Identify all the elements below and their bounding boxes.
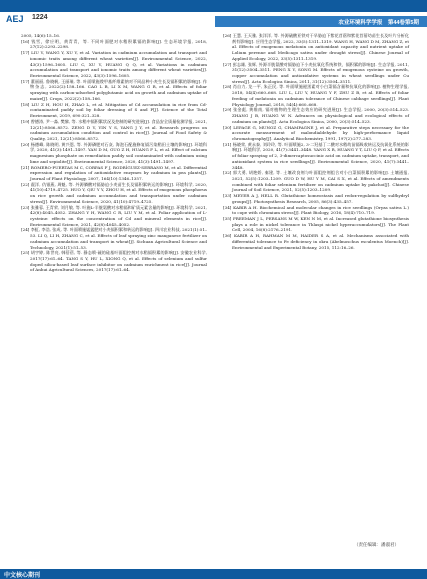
reference-entry: [36] KABIR A H, RAHMAN M M, HAIDER S A, et al. Mechanisms associated with differential tolerance to Fe deficiency in okra (Abelmoschus esculentus Moench)[J]. Environmental and Experimental Botany, 2015, 112:16–26. <box>223 233 409 250</box>
reference-entry: [32] 郭大勇, 胡艳娇, 秦建, 等. 土壤改良剂与叶面阻控剂组合对小白菜镉积累的影响[J]. 土壤通报, 2021, 52(5):1203–1209. GUO D W, HU Y M, CAI S X, et al. Effects of amendments combined with foliar selenium fertilizer on cadmium uptake by pakchoi[J]. Chinese Journal of Soil Science, 2021, 52(5):1203–1209. <box>223 170 409 193</box>
reference-entry: [26] 王慧, 王天雅, 张洋洋, 等. 外源硫酸亚铁对干旱胁迫下紫花苜蓿和紫花苜蓿幼苗生长及叶片分析化剂有影响[J]. 应用生态学报, 2022, 33(5):1311–1319. WANG H, WANG D M, ZHANG Z, et al. Effects of exogenous melatonin on antioxidant capacity and nutrient uptake of Lolium perenne and Medicago sativa under drought stress[J]. Chinese Journal of Applied Ecology, 2022, 33(5):1311–1319. <box>223 33 409 61</box>
reference-entry: [17] 董丽丽, 鲁晓帆, 王丽瑞, 等. 叶面喷施羧甲基纤维素钠对不同品种小麦生长及镉积累的影响[J]. 作物杂志, 2022(2):158–166. CAO L B, LI X M, WANG G R, et al. Effects of foliar spraying with carbon-adsorbed polyglutamic acid on growth and cadmium uptake of maize[J]. Crops, 2022(2):158–166. <box>21 78 207 101</box>
responsible-editor: （责任编辑：潘淑君） <box>354 543 399 548</box>
top-color-bar <box>0 0 427 12</box>
page-number: 1224 <box>32 14 48 21</box>
footer-bar <box>0 569 427 579</box>
reference-entry: [19] 曾德涛, 尹一淼, 樊黎, 等. 水稻中镉积累状况及控制的研究进展[J]. 食品安全质量检测学报, 2021, 12(21):8566–8572. ZENG D Y, YIN Y S, YANG J Y, et al. Research progress on cadmium accumulation condition and control in rice[J]. Journal of Food Safety & Quality, 2021, 12(21):8566–8572. <box>21 118 207 141</box>
reference-entry: [20] 杨德峰, 陈晓明, 黄兴恩, 等. 外源磷肥对石灰, 海泡石配施修复镉污染稻田土壤的影响[J]. 环境科学, 2020, 41(3):1491–1497. YAN D M, GUO Z H, HUANG F L, et al. Effect of calcium magnesium phosphate on remediation paddy soil contaminated with cadmium using lime and sepiolite[J]. Environmental Science, 2020, 41(3):1491–1497. <box>21 141 207 164</box>
journal-title-band <box>215 16 427 27</box>
reference-entry: [33] MEYER A J, HELL R. Glutathione homeostasis and redox-regulation by sulfhydryl groups[J]. Photosynthesis Research, 2005, 86(3):435–457. <box>223 193 409 204</box>
reference-entry: [17] LIU Y, WANG Y, XU Y, et al. Variation in cadmium accumulation and transport and ionomic traits among different wheat varieties[J]. Environmental Science, 2022, 43(3):1596–1605. LIU C, XU Y, HUANG Q Q, et al. Variations in cadmium accumulation and transport and ionomic traits among different wheat varieties[J]. Environmental Science, 2022, 43(3):1596–1605. <box>21 50 207 79</box>
reference-entry: [21] ROMERO-PUERTAS M C, CORPAS F J, RODRÍGUEZ-SERRANO M, et al. Differential expression and regulation of antioxidative enzymes by cadmium in pea plants[J]. Journal of Plant Physiology, 2007, 164(10):1346–1357. <box>21 164 207 181</box>
reference-entry: [22] 霍洋, 仇银燕, 周魁, 等. 外源膦酸对镉胁迫小麦苗生长及镉积累转运的影响[J]. 环境科学, 2020, 41(10):4719–4725. HUO Y, QIU Y Y, ZHOU H, et al. Effects of exogenous phosphorus on rice growth and cadmium accumulation and transportation under cadmium stress[J]. Environmental Science, 2020, 41(10):4719–4725. <box>21 181 207 204</box>
journal-logo: AEJ <box>6 14 24 24</box>
reference-entry: [23] 张雅蓉, 王青荣, 刘月敏, 等. 叶施L-半胱氨酸对水稻镉和矿质元素含量的影响[J]. 环境科学, 2021, 42(8):4045–4052. ZHANG Y H, WANG C R, LIU Y M, et al. Foliar application of L-cysteine: effects on the concentration of Cd and mineral elements in rice[J]. Environmental Science, 2021, 42(8):4045–4052. <box>21 204 207 227</box>
reference-entry: [28] 肖自力, 龙一平, 朱正民, 等. 叶面喷施褪黑素对小白菜镉含量和抗氧化的影响[J]. 植物生理学报, 2018, 54(4):660–668. LIU L, LIU Y, HUANG Y F, ZHU Z B, et al. Effects of foliar feeding of melatonin on cadmium tolerance of Chinese cabbage seedlings[J]. Plant Physiology Journal, 2018, 54(4):660–668. <box>223 84 409 107</box>
reference-entry: [24] 李虹, 李浩, 张成, 等. 叶面喷施锰猛肥对小麦镉积累和转运的影响[J]. 四川农业科技, 2021(1):51–53. LI Q, LI H, ZHANG C, et al. Effects of leaf spraying zinc manganese fertilizer on cadmium accumulation and transport in wheat[J]. Sichuan Agricultural Science and Technology, 2021(1):51–53. <box>21 227 208 250</box>
reference-entry: [25] 胡宇婷, 陈世亮, 韩蓓蓓, 等. 静态喷-硫的硅基叶面阻控剂对水稻镉积累的影响[J]. 安徽农业科学, 2017(17):61–64. TANG S Y, HU L, XIONG Q, et al. Effects of selenium and sulfur doped silica-based leaf surface inhibitor on cadmium enrichment in rice[J]. Journal of Anhui Agricultural Sciences, 2017(17):61–64. <box>21 250 207 273</box>
reference-entry: [16] 钱雪，徐应明，黄青青，等. 不同叶面肥对水稻积累镉的影响[J]. 生态环境学报, 2018, 27(12):2293–2298. <box>21 38 207 50</box>
reference-entry: [30] LEPAGE G, MUNOZ G, CHAMPAGNE J, et al. Preparative steps necessary for the accurate measurement of malondialdehyde by high-performance liquid chromatography[J]. Analytical Biochemistry, 1991, 197(2):277–283. <box>223 124 409 141</box>
reference-entry: [18] LIU Z H, HOU H, ZHAO L, et al. Mitigation of Cd accumulation in rice from Cd-contaminated paddy soil by foliar dressing of S and P[J]. Science of the Total Environment, 2019, 690:321–328. <box>21 101 207 119</box>
journal-title: 农业环境科学学报 第44卷第5期 <box>338 19 419 26</box>
footer-label: 中文核心期刊 <box>4 573 41 579</box>
reference-entry: [27] 彭志雄, 张辉, 外源半胱氨酸对镉胁迫下小麦抗氧化系统和铁、镉积累的影响[J]. 生态学报, 2011, 31(12):3504–3511. PENG X Y, SONG M. Effects of exogenous cysteine on growth, copper accumulation and antioxidative systems in wheat seedlings under Cu stress[J]. Acta Ecologica Sinica, 2011, 31(12):3504–3511. <box>223 61 409 84</box>
reference-entry: 2005, 14(6):15–16. <box>21 33 61 38</box>
reference-entry: [31] 杨晓荣, 黄永泰, 刘玲玲, 等. 叶面喷施2, 3-二羟基丁二酸对水稻幼苗镉吸收转运及抗氧化系统的影响[J]. 环境科学, 2020, 41(7):3441–3448. YANG X R, HUANG Y T, LIU Q F, et al. Effects of foliar spraying of 2, 3-dimercaptosuccinic acid on cadmium uptake, transport, and antioxidant system in rice seedlings[J]. Environmental Science, 2020, 41(7):3441–3448. <box>223 141 409 170</box>
reference-entry: [29] 张金彪, 黄维南, 镉对植物的生理生态效应的研究进展[J]. 生态学报, 2000, 20(3):514–523. ZHANG J B, HUANG W N. Advances on physiological and ecological effects of cadmium on plants[J]. Acta Ecologica Sinica, 2000, 20(3):514–523. <box>223 107 409 124</box>
reference-entry: [35] FREEMAN J L, PERSANS M W, KEN N M, et al. Increased glutathione biosynthesis plays a role in nickel tolerance in Thlaspi nickel hyperaccumulators[J]. The Plant Cell, 2004, 16(8):2176–2191. <box>223 216 409 233</box>
references-left-column <box>21 33 207 273</box>
reference-entry: [34] KABIR A H. Biochemical and molecular changes in rice seedlings (Oryza sativa L.) to cope with chromium stress[J]. Plant Biology, 2016, 18(4):710–719. <box>223 204 409 216</box>
references-right-column <box>223 33 409 250</box>
